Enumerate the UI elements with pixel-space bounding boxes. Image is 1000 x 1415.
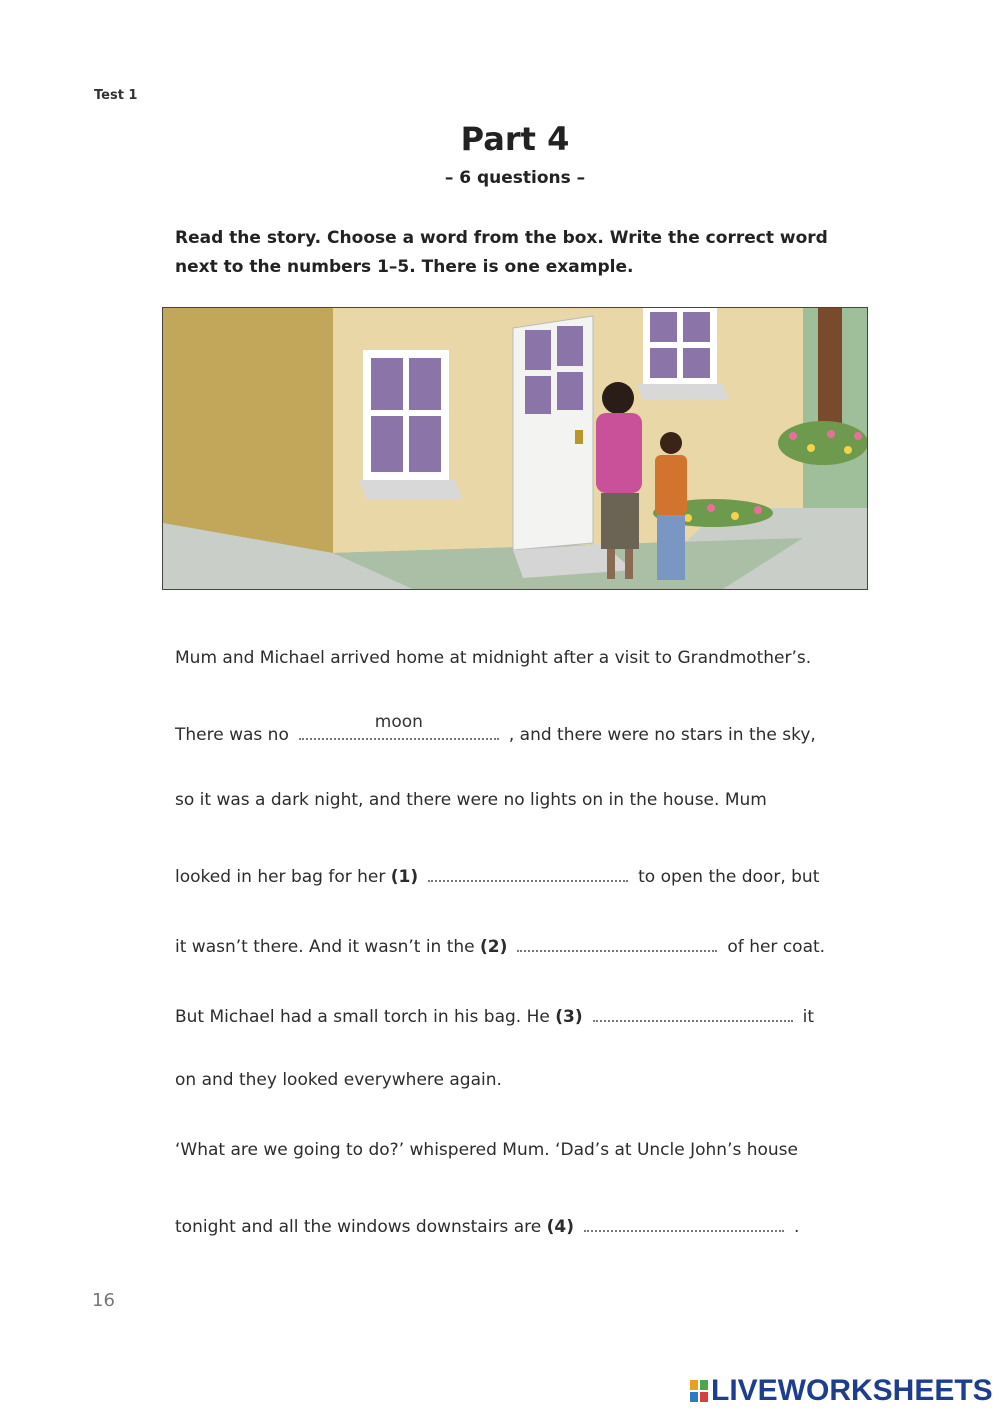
- window-pane: [650, 312, 677, 342]
- flower: [731, 512, 739, 520]
- answer-blank-4[interactable]: [584, 1210, 784, 1232]
- window-pane: [683, 312, 710, 342]
- mum-head: [602, 382, 634, 414]
- answer-blank-3[interactable]: [593, 1000, 793, 1022]
- story-line-5: [175, 930, 825, 957]
- window-pane: [371, 416, 403, 472]
- flower: [789, 432, 797, 440]
- door-pane: [557, 326, 583, 366]
- illustration-svg: [163, 308, 867, 589]
- door-pane: [525, 376, 551, 414]
- tree-trunk: [818, 308, 842, 428]
- house-side-wall: [163, 308, 333, 553]
- question-1-label: (1): [390, 867, 419, 887]
- flower: [844, 446, 852, 454]
- story-text: of her coat.: [727, 937, 826, 957]
- story-text: , and there were no stars in the sky,: [508, 725, 816, 745]
- flower-bed-right: [778, 421, 867, 465]
- mum-coat: [596, 413, 642, 493]
- story-text: But Michael had a small torch in his bag. He: [175, 1007, 550, 1027]
- instructions: Read the story. Choose a word from the box. Write the correct word next to the numbers 1–5. There is one example.: [175, 228, 828, 277]
- mum-leg: [607, 549, 615, 579]
- part-title: Part 4: [460, 120, 570, 158]
- story-text: it wasn’t there. And it wasn’t in the: [175, 937, 475, 957]
- door-handle: [575, 430, 583, 444]
- brand-text: LIVEWORKSHEETS: [711, 1374, 993, 1407]
- window-pane: [409, 416, 441, 472]
- window-pane: [409, 358, 441, 410]
- story-line-2: [175, 712, 816, 745]
- window-pane: [683, 348, 710, 378]
- test-label: Test 1: [94, 88, 138, 103]
- michael-jacket: [655, 455, 687, 515]
- story-text: .: [793, 1217, 800, 1237]
- question-3-label: (3): [555, 1007, 583, 1027]
- story-line-3: so it was a dark night, and there were no lights on in the house. Mum: [175, 790, 767, 810]
- window-right-sill: [637, 384, 729, 400]
- door-pane: [525, 330, 551, 370]
- answer-blank-1[interactable]: [428, 860, 628, 882]
- liveworksheets-icon: [690, 1380, 708, 1402]
- story-line-9: [175, 1210, 799, 1237]
- story-line-6: [175, 1000, 814, 1027]
- story-text: There was no: [175, 725, 289, 745]
- flower: [827, 430, 835, 438]
- window-left-sill: [359, 480, 463, 500]
- flower: [854, 432, 862, 440]
- page-number: 16: [92, 1290, 115, 1311]
- story-line-8: ‘What are we going to do?’ whispered Mum. ‘Dad’s at Uncle John’s house: [175, 1140, 798, 1160]
- part-subtitle: – 6 questions –: [444, 168, 586, 188]
- story-line-1: Mum and Michael arrived home at midnight after a visit to Grandmother’s.: [175, 648, 812, 668]
- flower: [754, 506, 762, 514]
- house-night-scene-illustration: [162, 307, 868, 590]
- door-pane: [557, 372, 583, 410]
- example-answer: moon: [374, 712, 423, 732]
- flower: [707, 504, 715, 512]
- liveworksheets-logo: [690, 1374, 993, 1408]
- mum-leg: [625, 549, 633, 579]
- window-pane: [650, 348, 677, 378]
- example-blank: [299, 712, 499, 740]
- story-line-4: [175, 860, 819, 887]
- story-text: looked in her bag for her: [175, 867, 386, 887]
- mum-skirt: [601, 493, 639, 549]
- story-line-7: on and they looked everywhere again.: [175, 1070, 502, 1090]
- flower: [807, 444, 815, 452]
- story-text: to open the door, but: [638, 867, 820, 887]
- question-4-label: (4): [546, 1217, 574, 1237]
- story-text: it: [802, 1007, 815, 1027]
- question-2-label: (2): [480, 937, 508, 957]
- michael-head: [660, 432, 682, 454]
- flower: [684, 514, 692, 522]
- story-text: tonight and all the windows downstairs are: [175, 1217, 542, 1237]
- answer-blank-2[interactable]: [517, 930, 717, 952]
- michael-trousers: [657, 515, 685, 580]
- window-pane: [371, 358, 403, 410]
